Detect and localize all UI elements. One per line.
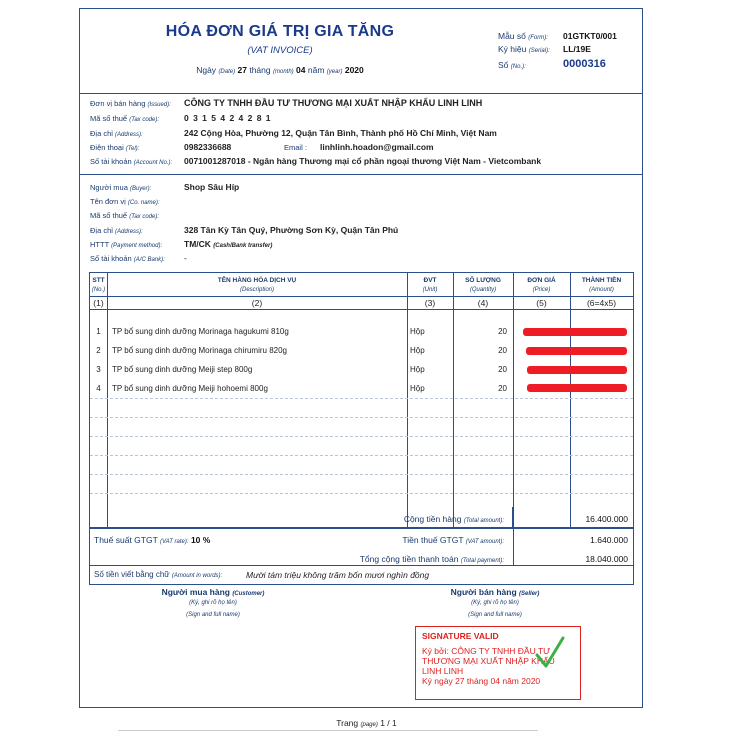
bottom-edge <box>118 730 538 734</box>
signature-valid-label: SIGNATURE VALID <box>422 631 499 641</box>
col-header-price: ĐƠN GIÁ (Price) <box>527 277 556 293</box>
seller-name-label: Đơn vị bán hàng (Issued): <box>90 99 171 108</box>
buyer-signature-hint: (Ký, ghi rõ họ tên) <box>189 600 237 606</box>
seller-phone: 0982336688 <box>184 142 232 152</box>
redacted-amount <box>523 328 627 336</box>
divider <box>80 174 642 175</box>
buyer-tax-label: Mã số thuế (Tax code): <box>90 211 159 220</box>
form-label: Mẫu số (Form): <box>498 31 548 41</box>
invoice-title: HÓA ĐƠN GIÁ TRỊ GIA TĂNG <box>165 23 395 40</box>
seller-email: linhlinh.hoadon@gmail.com <box>320 142 434 152</box>
seller-tax-label: Mã số thuế (Tax code): <box>90 114 159 123</box>
signed-date: Ký ngày 27 tháng 04 năm 2020 <box>422 676 541 686</box>
seller-signature-hint: (Ký, ghi rõ họ tên) <box>471 600 519 606</box>
seller-account-label: Số tài khoản (Account No.): <box>90 157 173 166</box>
seller-email-label: Email : <box>284 143 307 152</box>
digital-signature-box <box>415 626 581 700</box>
invoice-number: 0000316 <box>563 58 606 70</box>
col-index-6: (6=4x5) <box>586 298 617 308</box>
col-index-2: (2) <box>251 298 263 308</box>
check-icon <box>534 635 566 671</box>
vat-amount-value: 1.640.000 <box>590 535 628 545</box>
buyer-company-label: Tên đơn vị (Co. name): <box>90 197 160 206</box>
buyer-address-label: Địa chỉ (Address): <box>90 226 143 235</box>
serial-label: Ký hiệu (Serial): <box>498 44 550 54</box>
col-header-desc: TÊN HÀNG HÓA DỊCH VỤ (Description) <box>217 277 297 293</box>
buyer-address: 328 Tân Kỳ Tân Quý, Phường Sơn Kỳ, Quận Tân Phú <box>184 225 399 235</box>
redacted-amount <box>527 384 627 392</box>
seller-name: CÔNG TY TNHH ĐẦU TƯ THƯƠNG MẠI XUẤT NHẬP KHẨU LINH LINH <box>184 98 483 108</box>
redacted-amount <box>526 347 627 355</box>
subtotal-label: Cộng tiền hàng (Total amount): <box>403 514 504 524</box>
amount-words-label: Số tiền viết bằng chữ (Amount in words): <box>94 570 223 579</box>
invoice-date: Ngày (Date) 27 tháng (month) 04 năm (year) 2020 <box>196 65 364 75</box>
subtotal-value: 16.400.000 <box>585 514 628 524</box>
buyer-name: Shop Sâu Híp <box>184 182 240 192</box>
col-index-5: (5) <box>536 298 547 308</box>
vat-amount-label: Tiền thuế GTGT (VAT amount): <box>402 535 504 545</box>
buyer-signature-title: Người mua hàng (Customer) <box>161 587 265 597</box>
seller-signature-title: Người bán hàng (Seller) <box>450 587 540 597</box>
seller-account: 0071001287018 - Ngân hàng Thương mại cổ phần ngoại thương Việt Nam - Vietcombank <box>184 156 542 166</box>
form-value: 01GTKT0/001 <box>563 31 617 41</box>
seller-phone-label: Điện thoại (Tel): <box>90 143 140 152</box>
col-index-3: (3) <box>424 298 436 308</box>
total-label: Tổng cộng tiền thanh toán (Total payment): <box>359 554 504 564</box>
signed-by: Ký bởi: CÔNG TY TNHH ĐẦU TƯ THƯƠNG MẠI XUẤT NHẬP KHẨU LINH LINH <box>422 646 555 676</box>
col-index-1: (1) <box>93 298 104 308</box>
buyer-account-label: Số tài khoản (A/C Bank): <box>90 254 165 263</box>
buyer-account: - <box>184 253 187 263</box>
seller-address-label: Địa chỉ (Address): <box>90 129 143 138</box>
col-header-unit: ĐVT (Unit) <box>422 277 438 293</box>
invoice-subtitle: (VAT INVOICE) <box>247 45 313 56</box>
col-header-qty: SỐ LƯỢNG (Quantity) <box>465 277 501 293</box>
seller-tax-code: 0 3 1 5 4 2 4 2 8 1 <box>184 113 272 123</box>
invoice-page <box>79 8 643 708</box>
vat-rate-label: Thuế suất GTGT (VAT rate): 10 % <box>94 535 211 545</box>
buyer-label: Người mua (Buyer): <box>90 183 152 192</box>
buyer-signature-hint-en: (Sign and full name) <box>186 612 240 618</box>
col-index-4: (4) <box>477 298 489 308</box>
divider <box>80 93 642 94</box>
seller-address: 242 Cộng Hòa, Phường 12, Quận Tân Bình, Thành phố Hồ Chí Minh, Việt Nam <box>184 128 497 138</box>
page-number: Trang (page) 1 / 1 <box>336 718 397 728</box>
total-value: 18.040.000 <box>585 554 628 564</box>
number-label: Số (No.): <box>498 60 526 70</box>
payment-method: TM/CK (Cash/Bank transfer) <box>184 239 273 249</box>
payment-label: HTTT (Payment method): <box>90 240 163 249</box>
amount-words: Mười tám triệu không trăm bốn mươi nghìn đồng <box>246 570 430 580</box>
col-header-no: STT (No.) <box>91 277 106 293</box>
col-header-amount: THÀNH TIỀN (Amount) <box>581 277 622 293</box>
redacted-amount <box>527 366 627 374</box>
serial-value: LL/19E <box>563 44 591 54</box>
items-table: STT (No.) TÊN HÀNG HÓA DỊCH VỤ (Description) ĐVT (Unit) SỐ LƯỢNG (Quantity) ĐƠN GIÁ (Price) THÀNH TIỀN (Amount) (1) (2) (3) (4) (5) (6=4x5) 1 TP bổ sung dinh dưỡng Morinaga hagukumi 810g Hộp 20 2 TP bổ sung dinh dưỡng Morinaga chirumiru 820g Hộp 20 3 TP bổ sung dinh dưỡng Meiji step 800g Hộp 20 4 TP bổ sung dinh dưỡng Meiji hohoemi 800g Hộp 20 <box>89 272 634 528</box>
seller-signature-hint-en: (Sign and full name) <box>468 612 522 618</box>
